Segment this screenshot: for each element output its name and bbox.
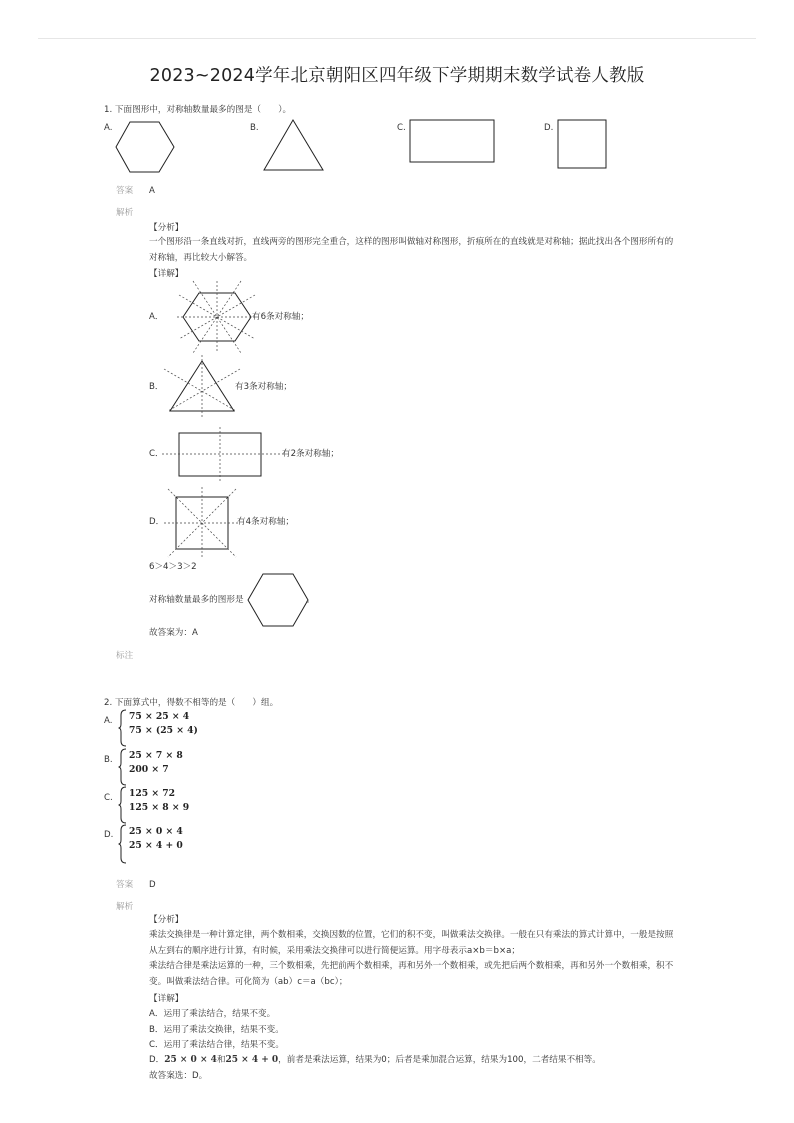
q2-analysis-label: 解析: [116, 902, 134, 912]
q2-detail-a: A．运用了乘法结合，结果不变。: [149, 1009, 276, 1019]
q2-option-b-brace: [118, 748, 128, 786]
q2-option-c-label: C.: [104, 793, 113, 803]
q1-final: 故答案为：A: [149, 628, 198, 638]
q1-detail-c-label: C．: [149, 449, 164, 459]
q1-detail-d-square-axes: [164, 487, 240, 559]
q1-answer-label: 答案: [116, 186, 134, 196]
q1-option-b-triangle: [263, 118, 325, 172]
q1-option-d-label: D.: [544, 123, 554, 133]
q1-xiangjie-tag: 【详解】: [149, 269, 184, 279]
q2-option-d-line2: 25 × 4 + 0: [129, 840, 183, 851]
q1-option-c-rectangle: [409, 119, 495, 163]
q2-option-d-label: D.: [104, 830, 114, 840]
q1-detail-a-hexagon-axes: [177, 281, 257, 353]
q1-detail-b-label: B．: [149, 382, 164, 392]
q1-most-hexagon: [247, 572, 309, 628]
q2-detail-d-label: D．: [149, 1055, 165, 1065]
q1-most-text: 对称轴数量最多的图形是: [149, 595, 244, 605]
q1-detail-b-triangle-axes: [160, 355, 244, 417]
q1-detail-c-rectangle-axes: [162, 427, 287, 483]
q2-fenxi-p1: 乘法交换律是一种计算定律，两个数相乘，交换因数的位置，它们的积不变，叫做乘法交换律。一般在只有乘法的算式计算中，一般是按照从左到右的顺序进行计算，有时候，采用乘法交换律可以进行简便运算。用字母表示a×b＝b×a；: [149, 930, 674, 956]
q2-option-a-line1: 75 × 25 × 4: [129, 711, 190, 722]
q1-fenxi-text: 一个图形沿一条直线对折，直线两旁的图形完全重合，这样的图形叫做轴对称图形，折痕所在的直线就是对称轴；据此找出各个图形所有的对称轴，再比较大小解答。: [149, 237, 674, 263]
q1-detail-a-label: A．: [149, 312, 164, 322]
q2-question: 2. 下面算式中，得数不相等的是（ ）组。: [104, 698, 279, 708]
q1-option-d-square: [557, 119, 607, 169]
q1-fenxi-tag: 【分析】: [149, 223, 184, 233]
q1-analysis-label: 解析: [116, 208, 134, 218]
q2-option-d-brace: [118, 824, 128, 864]
q2-xiangjie-tag: 【详解】: [149, 994, 184, 1004]
q1-answer-value: A: [149, 186, 155, 196]
q2-option-c-brace: [118, 786, 128, 824]
q1-detail-c-text: 有2条对称轴；: [282, 449, 340, 459]
q2-detail-d: [149, 1054, 601, 1066]
q1-option-a-hexagon: [115, 120, 175, 174]
q1-option-c-label: C.: [397, 123, 406, 133]
q1-detail-d-text: 有4条对称轴；: [237, 517, 295, 527]
q2-detail-d-expr2: 25 × 4 + 0: [225, 1055, 279, 1065]
q2-answer-value: D: [149, 880, 156, 890]
q2-option-b-line2: 200 × 7: [129, 764, 169, 775]
q2-detail-c: C．运用了乘法结合律，结果不变。: [149, 1040, 284, 1050]
q2-fenxi-p2: 乘法结合律是乘法运算的一种，三个数相乘，先把前两个数相乘，再和另外一个数相乘，或先把后两个数相乘，再和另外一个数相乘，积不变。叫做乘法结合律。可化简为（ab）c＝a（bc）；: [149, 961, 674, 987]
q1-most-end: 。: [306, 595, 315, 605]
q1-detail-b-text: 有3条对称轴；: [235, 382, 293, 392]
q2-answer-label: 答案: [116, 880, 134, 890]
q1-compare: 6＞4＞3＞2: [149, 562, 197, 572]
q2-option-c-line1: 125 × 72: [129, 788, 176, 799]
q2-option-a-label: A.: [104, 716, 113, 726]
q2-detail-d-expr1: 25 × 0 × 4: [164, 1055, 217, 1065]
q2-fenxi-tag: 【分析】: [149, 915, 184, 925]
q2-option-d-line1: 25 × 0 × 4: [129, 826, 183, 837]
q1-question: 1. 下面图形中，对称轴数量最多的图是（ ）。: [104, 105, 292, 115]
q1-option-a-label: A.: [104, 123, 113, 133]
q2-detail-d-text: ，前者是乘法运算，结果为0；后者是乘加混合运算，结果为100，二者结果不相等。: [278, 1055, 601, 1065]
q2-detail-d-and: 和: [216, 1055, 226, 1065]
q2-detail-b: B．运用了乘法交换律，结果不变。: [149, 1025, 284, 1035]
top-divider: [38, 38, 756, 39]
q2-final: 故答案选：D。: [149, 1071, 208, 1081]
page-title: 2023~2024学年北京朝阳区四年级下学期期末数学试卷人教版: [149, 66, 645, 86]
q1-detail-d-label: D．: [149, 517, 165, 527]
q2-option-c-line2: 125 × 8 × 9: [129, 802, 190, 813]
q2-option-a-brace: [118, 709, 128, 747]
q2-option-b-line1: 25 × 7 × 8: [129, 750, 183, 761]
q2-option-b-label: B.: [104, 755, 113, 765]
q1-detail-a-text: 有6条对称轴；: [252, 312, 310, 322]
q1-note-label: 标注: [116, 651, 134, 661]
q1-option-b-label: B.: [250, 123, 259, 133]
q2-option-a-line2: 75 × (25 × 4): [129, 725, 198, 736]
